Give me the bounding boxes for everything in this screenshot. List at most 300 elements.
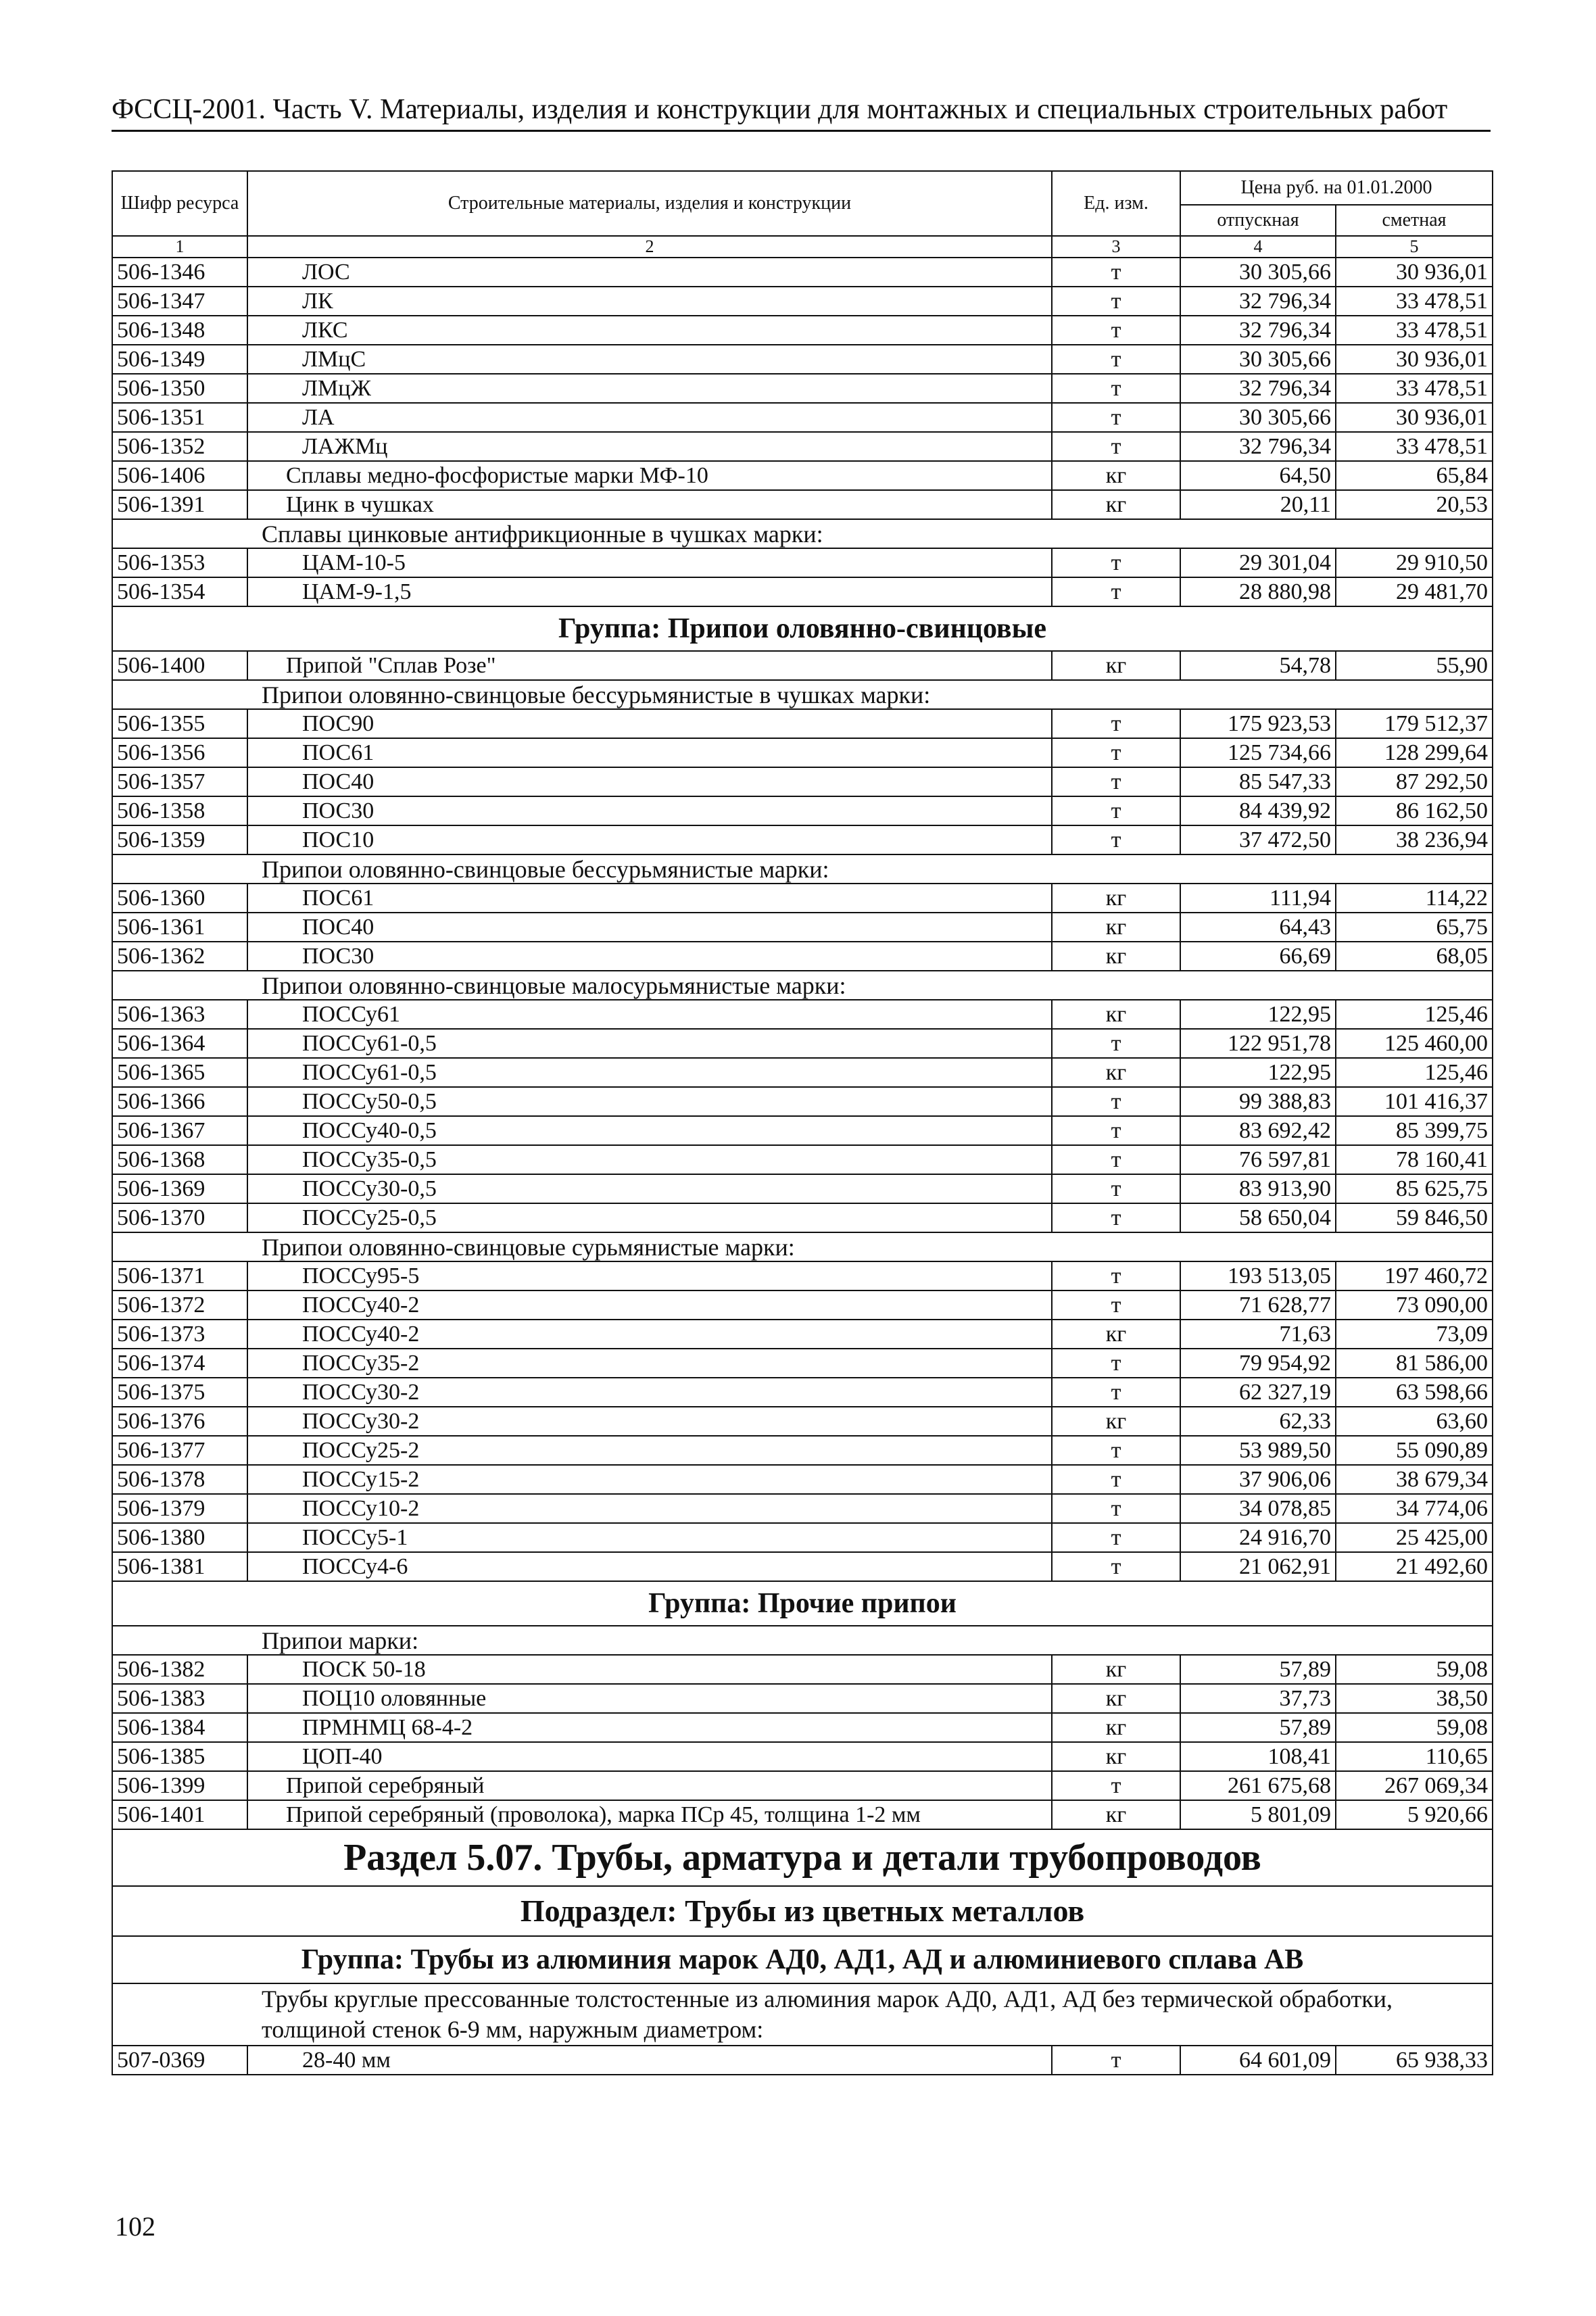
estimate-price: 65,84: [1336, 461, 1493, 490]
unit: т: [1052, 1771, 1180, 1800]
unit: кг: [1052, 1655, 1180, 1684]
material-name: ПОССу30-2: [247, 1378, 1052, 1407]
group-heading: Группа: Прочие припои: [112, 1581, 1493, 1626]
unit: т: [1052, 1552, 1180, 1581]
material-name: ПРМНМЦ 68-4-2: [247, 1713, 1052, 1742]
estimate-price: 197 460,72: [1336, 1261, 1493, 1290]
header-release-price: отпускная: [1180, 205, 1336, 236]
table-row: [112, 1320, 1493, 1349]
subheading-row-row: [112, 1232, 1493, 1261]
resource-code: 506-1383: [112, 1684, 247, 1713]
table-row: [112, 1203, 1493, 1232]
estimate-price: 179 512,37: [1336, 709, 1493, 738]
estimate-price: 85 399,75: [1336, 1116, 1493, 1145]
price-table-body: [112, 171, 1493, 2075]
table-row: [112, 1771, 1493, 1800]
unit: кг: [1052, 461, 1180, 490]
resource-code: 506-1370: [112, 1203, 247, 1232]
unit: т: [1052, 1494, 1180, 1523]
estimate-price: 55,90: [1336, 651, 1493, 680]
estimate-price: 78 160,41: [1336, 1145, 1493, 1174]
table-row: [112, 1713, 1493, 1742]
material-name: ПОССу30-0,5: [247, 1174, 1052, 1203]
estimate-price: 73,09: [1336, 1320, 1493, 1349]
table-row: [112, 1523, 1493, 1552]
material-name: ЛМцС: [247, 345, 1052, 374]
unit: кг: [1052, 1407, 1180, 1436]
release-price: 122 951,78: [1180, 1029, 1336, 1058]
section-heading-row: [112, 1829, 1493, 1886]
material-name: ПОС61: [247, 884, 1052, 913]
release-price: 85 547,33: [1180, 767, 1336, 796]
table-row: [112, 1465, 1493, 1494]
estimate-price: 85 625,75: [1336, 1174, 1493, 1203]
estimate-price: 267 069,34: [1336, 1771, 1493, 1800]
unit: кг: [1052, 1800, 1180, 1829]
estimate-price: 33 478,51: [1336, 432, 1493, 461]
subheading-row: Припои оловянно-свинцовые бессурьмянистые в чушках марки:: [112, 680, 1493, 709]
table-row: [112, 258, 1493, 287]
unit: т: [1052, 1029, 1180, 1058]
estimate-price: 5 920,66: [1336, 1800, 1493, 1829]
estimate-price: 38 236,94: [1336, 825, 1493, 854]
material-name: ПОССу40-0,5: [247, 1116, 1052, 1145]
table-row: [112, 1174, 1493, 1203]
table-row: [112, 942, 1493, 971]
material-name: ПОСК 50-18: [247, 1655, 1052, 1684]
unit: кг: [1052, 913, 1180, 942]
release-price: 37,73: [1180, 1684, 1336, 1713]
resource-code: 506-1358: [112, 796, 247, 825]
material-name: ПОЦ10 оловянные: [247, 1684, 1052, 1713]
unit: кг: [1052, 1742, 1180, 1771]
release-price: 37 906,06: [1180, 1465, 1336, 1494]
release-price: 37 472,50: [1180, 825, 1336, 854]
release-price: 29 301,04: [1180, 548, 1336, 577]
release-price: 5 801,09: [1180, 1800, 1336, 1829]
material-name: ПОССу50-0,5: [247, 1087, 1052, 1116]
column-number: 5: [1336, 236, 1493, 258]
resource-code: 506-1347: [112, 287, 247, 316]
table-row: [112, 577, 1493, 606]
column-number: 1: [112, 236, 247, 258]
unit: т: [1052, 796, 1180, 825]
resource-code: 506-1376: [112, 1407, 247, 1436]
unit: т: [1052, 432, 1180, 461]
unit: кг: [1052, 651, 1180, 680]
estimate-price: 38 679,34: [1336, 1465, 1493, 1494]
table-row: [112, 1407, 1493, 1436]
release-price: 32 796,34: [1180, 374, 1336, 403]
unit: кг: [1052, 1713, 1180, 1742]
material-name: ПОССу15-2: [247, 1465, 1052, 1494]
release-price: 64,50: [1180, 461, 1336, 490]
release-price: 83 692,42: [1180, 1116, 1336, 1145]
release-price: 108,41: [1180, 1742, 1336, 1771]
release-price: 32 796,34: [1180, 287, 1336, 316]
release-price: 84 439,92: [1180, 796, 1336, 825]
estimate-price: 29 481,70: [1336, 577, 1493, 606]
material-name: ЛОС: [247, 258, 1052, 287]
material-name: ПОССу30-2: [247, 1407, 1052, 1436]
column-number: 2: [247, 236, 1052, 258]
release-price: 20,11: [1180, 490, 1336, 519]
material-name: ЛА: [247, 403, 1052, 432]
release-price: 64,43: [1180, 913, 1336, 942]
table-row: [112, 1000, 1493, 1029]
release-price: 21 062,91: [1180, 1552, 1336, 1581]
estimate-price: 81 586,00: [1336, 1349, 1493, 1378]
unit: т: [1052, 767, 1180, 796]
unit: т: [1052, 1261, 1180, 1290]
unit: т: [1052, 1523, 1180, 1552]
release-price: 28 880,98: [1180, 577, 1336, 606]
estimate-price: 34 774,06: [1336, 1494, 1493, 1523]
table-row: [112, 1058, 1493, 1087]
unit: т: [1052, 2046, 1180, 2075]
material-name: ЛК: [247, 287, 1052, 316]
material-name: ПОС30: [247, 796, 1052, 825]
release-price: 111,94: [1180, 884, 1336, 913]
estimate-price: 30 936,01: [1336, 258, 1493, 287]
table-row: [112, 461, 1493, 490]
unit: кг: [1052, 942, 1180, 971]
release-price: 76 597,81: [1180, 1145, 1336, 1174]
material-name: ПОССу35-2: [247, 1349, 1052, 1378]
resource-code: 506-1380: [112, 1523, 247, 1552]
resource-code: 506-1355: [112, 709, 247, 738]
material-name: ЦОП-40: [247, 1742, 1052, 1771]
resource-code: 506-1382: [112, 1655, 247, 1684]
estimate-price: 59,08: [1336, 1655, 1493, 1684]
section-heading: Раздел 5.07. Трубы, арматура и детали трубопроводов: [112, 1829, 1493, 1886]
table-row: [112, 651, 1493, 680]
release-price: 24 916,70: [1180, 1523, 1336, 1552]
resource-code: 506-1379: [112, 1494, 247, 1523]
page-header: ФССЦ-2001. Часть V. Материалы, изделия и конструкции для монтажных и специальных строительных работ: [112, 93, 1491, 132]
table-row: [112, 1800, 1493, 1829]
resource-code: 506-1373: [112, 1320, 247, 1349]
resource-code: 506-1400: [112, 651, 247, 680]
release-price: 34 078,85: [1180, 1494, 1336, 1523]
resource-code: 506-1354: [112, 577, 247, 606]
table-row: [112, 738, 1493, 767]
resource-code: 506-1372: [112, 1290, 247, 1320]
description-row-row: [112, 1983, 1493, 2046]
table-row: [112, 1552, 1493, 1581]
header-code: Шифр ресурса: [112, 171, 247, 236]
unit: т: [1052, 345, 1180, 374]
release-price: 32 796,34: [1180, 432, 1336, 461]
resource-code: 506-1391: [112, 490, 247, 519]
table-row: [112, 1494, 1493, 1523]
table-row: [112, 432, 1493, 461]
unit: т: [1052, 316, 1180, 345]
unit: т: [1052, 1145, 1180, 1174]
group-heading: Группа: Трубы из алюминия марок АД0, АД1, АД и алюминиевого сплава АВ: [112, 1936, 1493, 1983]
material-name: Припой "Сплав Розе": [247, 651, 1052, 680]
estimate-price: 101 416,37: [1336, 1087, 1493, 1116]
release-price: 71 628,77: [1180, 1290, 1336, 1320]
unit: т: [1052, 1203, 1180, 1232]
resource-code: 506-1365: [112, 1058, 247, 1087]
subsection-heading: Подраздел: Трубы из цветных металлов: [112, 1886, 1493, 1936]
material-name: ЛАЖМц: [247, 432, 1052, 461]
release-price: 122,95: [1180, 1000, 1336, 1029]
subheading-row-row: [112, 854, 1493, 884]
resource-code: 506-1366: [112, 1087, 247, 1116]
resource-code: 506-1367: [112, 1116, 247, 1145]
table-row: [112, 2046, 1493, 2075]
release-price: 57,89: [1180, 1655, 1336, 1684]
resource-code: 506-1349: [112, 345, 247, 374]
table-row: [112, 374, 1493, 403]
column-number: 4: [1180, 236, 1336, 258]
material-name: ПОС40: [247, 913, 1052, 942]
release-price: 62,33: [1180, 1407, 1336, 1436]
unit: т: [1052, 1290, 1180, 1320]
resource-code: 506-1361: [112, 913, 247, 942]
material-name: ПОССу25-0,5: [247, 1203, 1052, 1232]
resource-code: 506-1351: [112, 403, 247, 432]
table-row: [112, 1684, 1493, 1713]
release-price: 32 796,34: [1180, 316, 1336, 345]
estimate-price: 33 478,51: [1336, 374, 1493, 403]
table-row: [112, 1087, 1493, 1116]
material-name: ПОССу35-0,5: [247, 1145, 1052, 1174]
resource-code: 506-1359: [112, 825, 247, 854]
price-table: [112, 170, 1493, 2075]
material-name: ПОССу95-5: [247, 1261, 1052, 1290]
resource-code: 506-1378: [112, 1465, 247, 1494]
subsection-heading-row: [112, 1886, 1493, 1936]
resource-code: 506-1362: [112, 942, 247, 971]
unit: т: [1052, 1465, 1180, 1494]
unit: т: [1052, 548, 1180, 577]
estimate-price: 63,60: [1336, 1407, 1493, 1436]
group-heading-row: [112, 1936, 1493, 1983]
resource-code: 506-1406: [112, 461, 247, 490]
resource-code: 506-1401: [112, 1800, 247, 1829]
release-price: 193 513,05: [1180, 1261, 1336, 1290]
table-row: [112, 1290, 1493, 1320]
estimate-price: 87 292,50: [1336, 767, 1493, 796]
table-row: [112, 1261, 1493, 1290]
unit: т: [1052, 1087, 1180, 1116]
estimate-price: 125 460,00: [1336, 1029, 1493, 1058]
table-row: [112, 345, 1493, 374]
estimate-price: 30 936,01: [1336, 403, 1493, 432]
material-name: ПОССу61-0,5: [247, 1029, 1052, 1058]
subheading-row-row: [112, 519, 1493, 548]
resource-code: 506-1363: [112, 1000, 247, 1029]
table-row: [112, 1742, 1493, 1771]
table-row: [112, 1349, 1493, 1378]
estimate-price: 114,22: [1336, 884, 1493, 913]
unit: т: [1052, 287, 1180, 316]
estimate-price: 25 425,00: [1336, 1523, 1493, 1552]
material-name: ПОС10: [247, 825, 1052, 854]
unit: т: [1052, 709, 1180, 738]
estimate-price: 65,75: [1336, 913, 1493, 942]
column-number: 3: [1052, 236, 1180, 258]
material-name: ПОС61: [247, 738, 1052, 767]
table-row: [112, 767, 1493, 796]
resource-code: 506-1360: [112, 884, 247, 913]
material-name: ПОССу25-2: [247, 1436, 1052, 1465]
unit: кг: [1052, 1320, 1180, 1349]
material-name: ПОССу61-0,5: [247, 1058, 1052, 1087]
resource-code: 506-1368: [112, 1145, 247, 1174]
table-row: [112, 403, 1493, 432]
material-name: ПОС30: [247, 942, 1052, 971]
material-name: Сплавы медно-фосфористые марки МФ-10: [247, 461, 1052, 490]
resource-code: 506-1399: [112, 1771, 247, 1800]
table-row: [112, 884, 1493, 913]
material-name: ПОССу40-2: [247, 1290, 1052, 1320]
release-price: 122,95: [1180, 1058, 1336, 1087]
header-price: Цена руб. на 01.01.2000: [1180, 171, 1493, 205]
header-estimate-price: сметная: [1336, 205, 1493, 236]
material-name: ПОССу4-6: [247, 1552, 1052, 1581]
unit: кг: [1052, 1000, 1180, 1029]
group-heading: Группа: Припои оловянно-свинцовые: [112, 606, 1493, 651]
resource-code: 507-0369: [112, 2046, 247, 2075]
unit: т: [1052, 738, 1180, 767]
table-row: [112, 796, 1493, 825]
release-price: 79 954,92: [1180, 1349, 1336, 1378]
resource-code: 506-1346: [112, 258, 247, 287]
estimate-price: 110,65: [1336, 1742, 1493, 1771]
resource-code: 506-1364: [112, 1029, 247, 1058]
table-row: [112, 1145, 1493, 1174]
material-name: Припой серебряный (проволока), марка ПСр 45, толщина 1-2 мм: [247, 1800, 1052, 1829]
release-price: 261 675,68: [1180, 1771, 1336, 1800]
description-row: Трубы круглые прессованные толстостенные из алюминия марок АД0, АД1, АД без термической обработки, толщиной стенок 6-9 мм, наружным диаметром:: [112, 1983, 1493, 2046]
resource-code: 506-1357: [112, 767, 247, 796]
table-row: [112, 490, 1493, 519]
resource-code: 506-1356: [112, 738, 247, 767]
material-name: ПОС40: [247, 767, 1052, 796]
estimate-price: 30 936,01: [1336, 345, 1493, 374]
subheading-row-row: [112, 680, 1493, 709]
resource-code: 506-1348: [112, 316, 247, 345]
release-price: 175 923,53: [1180, 709, 1336, 738]
estimate-price: 125,46: [1336, 1000, 1493, 1029]
estimate-price: 86 162,50: [1336, 796, 1493, 825]
estimate-price: 59 846,50: [1336, 1203, 1493, 1232]
estimate-price: 59,08: [1336, 1713, 1493, 1742]
release-price: 30 305,66: [1180, 258, 1336, 287]
estimate-price: 29 910,50: [1336, 548, 1493, 577]
table-row: [112, 913, 1493, 942]
release-price: 57,89: [1180, 1713, 1336, 1742]
unit: т: [1052, 825, 1180, 854]
table-row: [112, 825, 1493, 854]
table-row: [112, 1436, 1493, 1465]
release-price: 30 305,66: [1180, 403, 1336, 432]
material-name: ЛМцЖ: [247, 374, 1052, 403]
subheading-row: Припои оловянно-свинцовые малосурьмянистые марки:: [112, 971, 1493, 1000]
release-price: 99 388,83: [1180, 1087, 1336, 1116]
resource-code: 506-1369: [112, 1174, 247, 1203]
resource-code: 506-1374: [112, 1349, 247, 1378]
table-row: [112, 1655, 1493, 1684]
material-name: ПОССу10-2: [247, 1494, 1052, 1523]
estimate-price: 55 090,89: [1336, 1436, 1493, 1465]
material-name: ПОС90: [247, 709, 1052, 738]
release-price: 125 734,66: [1180, 738, 1336, 767]
subheading-row: Припои оловянно-свинцовые бессурьмянистые марки:: [112, 854, 1493, 884]
unit: т: [1052, 1174, 1180, 1203]
release-price: 83 913,90: [1180, 1174, 1336, 1203]
table-row: [112, 1029, 1493, 1058]
release-price: 54,78: [1180, 651, 1336, 680]
resource-code: 506-1385: [112, 1742, 247, 1771]
estimate-price: 33 478,51: [1336, 316, 1493, 345]
column-number-row: [112, 236, 1493, 258]
resource-code: 506-1377: [112, 1436, 247, 1465]
table-row: [112, 316, 1493, 345]
group-heading-row: [112, 1581, 1493, 1626]
subheading-row: Сплавы цинковые антифрикционные в чушках марки:: [112, 519, 1493, 548]
resource-code: 506-1384: [112, 1713, 247, 1742]
header-name: Строительные материалы, изделия и конструкции: [247, 171, 1052, 236]
release-price: 66,69: [1180, 942, 1336, 971]
table-header-row: [112, 171, 1493, 205]
release-price: 53 989,50: [1180, 1436, 1336, 1465]
estimate-price: 68,05: [1336, 942, 1493, 971]
release-price: 30 305,66: [1180, 345, 1336, 374]
material-name: ПОССу61: [247, 1000, 1052, 1029]
subheading-row: Припои марки:: [112, 1626, 1493, 1655]
material-name: 28-40 мм: [247, 2046, 1052, 2075]
release-price: 62 327,19: [1180, 1378, 1336, 1407]
table-row: [112, 1116, 1493, 1145]
table-row: [112, 1378, 1493, 1407]
unit: т: [1052, 403, 1180, 432]
unit: т: [1052, 1116, 1180, 1145]
subheading-row-row: [112, 971, 1493, 1000]
unit: т: [1052, 1436, 1180, 1465]
release-price: 64 601,09: [1180, 2046, 1336, 2075]
material-name: ПОССу40-2: [247, 1320, 1052, 1349]
unit: т: [1052, 374, 1180, 403]
resource-code: 506-1353: [112, 548, 247, 577]
estimate-price: 128 299,64: [1336, 738, 1493, 767]
material-name: ЛКС: [247, 316, 1052, 345]
resource-code: 506-1350: [112, 374, 247, 403]
unit: т: [1052, 577, 1180, 606]
unit: кг: [1052, 1058, 1180, 1087]
material-name: Цинк в чушках: [247, 490, 1052, 519]
table-row: [112, 287, 1493, 316]
estimate-price: 20,53: [1336, 490, 1493, 519]
resource-code: 506-1381: [112, 1552, 247, 1581]
release-price: 58 650,04: [1180, 1203, 1336, 1232]
resource-code: 506-1352: [112, 432, 247, 461]
release-price: 71,63: [1180, 1320, 1336, 1349]
page-number: 102: [115, 2211, 155, 2242]
estimate-price: 63 598,66: [1336, 1378, 1493, 1407]
resource-code: 506-1375: [112, 1378, 247, 1407]
unit: кг: [1052, 490, 1180, 519]
material-name: Припой серебряный: [247, 1771, 1052, 1800]
resource-code: 506-1371: [112, 1261, 247, 1290]
estimate-price: 125,46: [1336, 1058, 1493, 1087]
subheading-row: Припои оловянно-свинцовые сурьмянистые марки:: [112, 1232, 1493, 1261]
estimate-price: 73 090,00: [1336, 1290, 1493, 1320]
